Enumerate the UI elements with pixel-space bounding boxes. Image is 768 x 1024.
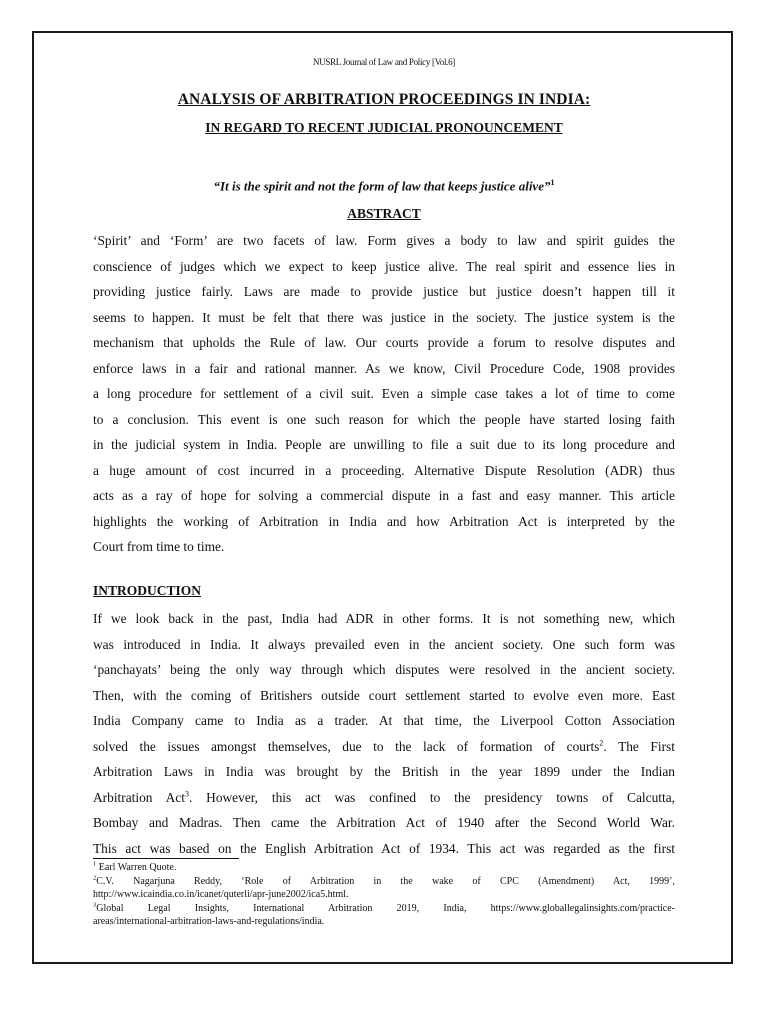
text-line: Then, with the coming of Britishers outside court settlement started to evolve even more. East <box>93 687 675 703</box>
text-line: seems to happen. It must be felt that there was justice in the society. The justice system is the <box>93 309 675 325</box>
text-line: India Company came to India as a trader. At that time, the Liverpool Cotton Association <box>93 713 675 728</box>
article-subtitle: IN REGARD TO RECENT JUDICIAL PRONOUNCEMENT <box>205 120 563 135</box>
footnote-separator <box>93 858 239 859</box>
footnote-number: 3 <box>93 901 97 909</box>
abstract-paragraph <box>93 228 675 560</box>
text-line: Bombay and Madras. Then came the Arbitration Act of 1940 after the Second World War. <box>93 815 675 830</box>
text-line: Court from time to time. <box>93 539 225 554</box>
footnotes <box>93 861 675 929</box>
text-line: a huge amount of cost incurred in a proceeding. Alternative Dispute Resolution (ADR) thus <box>93 462 675 478</box>
text-segment: solved the issues amongst themselves, due to the lack of formation of courts <box>93 738 600 754</box>
text-line: ‘panchayats’ being the only way through which disputes were resolved in the ancient society. <box>93 662 675 677</box>
footnote-ref[interactable]: 1 <box>550 178 555 187</box>
article-title: ANALYSIS OF ARBITRATION PROCEEDINGS IN INDIA: <box>177 91 591 108</box>
text-segment: Arbitration Act <box>93 789 185 805</box>
footnote-text: Global Legal Insights, International Arbitration 2019, India, https://www.globallegalinsights.com/practice- <box>96 902 675 914</box>
footnote-number: 2 <box>93 874 97 882</box>
text-line: was introduced in India. It always prevailed even in the ancient society. One such form was <box>93 636 675 652</box>
footnote-link[interactable]: http://www.icaindia.co.in/icanet/quterli/apr-june2002/ica5.html. <box>93 889 349 900</box>
footnote-2 <box>93 875 675 889</box>
text-line: a long procedure for settlement of a civil suit. Even a simple case takes a lot of time to come <box>93 386 675 401</box>
footnote-3 <box>93 902 675 916</box>
text-line: enforce laws in a fair and rational manner. As we know, Civil Procedure Code, 1908 provides <box>93 360 675 376</box>
footnote-ref[interactable]: 2 <box>599 738 604 748</box>
text-line <box>93 734 675 760</box>
text-line: in the judicial system in India. People are unwilling to file a suit due to its long procedure and <box>93 437 675 452</box>
introduction-paragraph <box>93 606 675 861</box>
epigraph-text: “It is the spirit and not the form of law that keeps justice alive” <box>213 178 551 194</box>
footnote-1 <box>93 861 675 875</box>
text-segment: . However, this act was confined to the presidency towns of Calcutta, <box>188 789 675 805</box>
text-line: mechanism that upholds the Rule of law. Our courts provide a forum to resolve disputes and <box>93 335 675 350</box>
text-line: providing justice fairly. Laws are made to provide justice but justice doesn’t happen till it <box>93 284 675 299</box>
text-line: acts as a ray of hope for solving a commercial dispute in a fast and easy manner. This article <box>93 488 675 503</box>
text-line: highlights the working of Arbitration in India and how Arbitration Act is interpreted by the <box>93 513 675 529</box>
text-line: ‘Spirit’ and ‘Form’ are two facets of law. Form gives a body to law and spirit guides the <box>93 233 675 248</box>
text-line: This act was based on the English Arbitration Act of 1934. This act was regarded as the first <box>93 840 675 856</box>
text-line: If we look back in the past, India had ADR in other forms. It is not something new, which <box>93 611 675 626</box>
footnote-link[interactable]: areas/international-arbitration-laws-and-regulations/india. <box>93 916 325 927</box>
introduction-heading: INTRODUCTION <box>93 583 202 598</box>
footnote-ref[interactable]: 3 <box>184 789 189 799</box>
running-header: NUSRL Journal of Law and Policy [Vol.6] <box>312 57 456 67</box>
abstract-heading: ABSTRACT <box>347 206 421 221</box>
text-line: conscience of judges which we expect to keep justice alive. The real spirit and essence lies in <box>93 258 675 274</box>
epigraph-quote <box>0 178 768 194</box>
footnote-text: C.V. Nagarjuna Reddy, ‘Role of Arbitration in the wake of CPC (Amendment) Act, 1999’, <box>96 875 675 887</box>
text-line <box>93 785 675 811</box>
text-segment: . The First <box>603 738 675 754</box>
footnote-number: 1 <box>93 861 97 868</box>
text-line: Arbitration Laws in India was brought by the British in the year 1899 under the Indian <box>93 764 675 779</box>
footnote-text: Earl Warren Quote. <box>96 862 177 873</box>
text-line: to a conclusion. This event is one such reason for which the people have started losing faith <box>93 411 675 427</box>
